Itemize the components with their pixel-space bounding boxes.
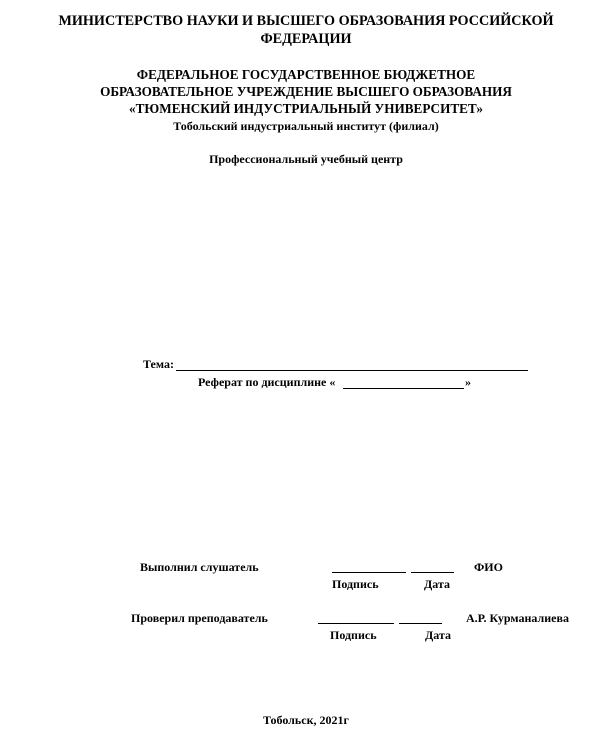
performed-label: Выполнил слушатель xyxy=(140,560,259,574)
training-center: Профессиональный учебный центр xyxy=(209,152,403,166)
institution-line-1: ФЕДЕРАЛЬНОЕ ГОСУДАРСТВЕННОЕ БЮДЖЕТНОЕ xyxy=(136,67,476,82)
referat-suffix: » xyxy=(465,375,471,389)
ministry-line-1: МИНИСТЕРСТВО НАУКИ И ВЫСШЕГО ОБРАЗОВАНИЯ РОССИЙСКОЙ xyxy=(58,13,554,29)
checked-signature-caption: Подпись xyxy=(330,628,377,642)
performed-date-line xyxy=(411,572,454,573)
institution-line-3: «ТЮМЕНСКИЙ ИНДУСТРИАЛЬНЫЙ УНИВЕРСИТЕТ» xyxy=(129,101,483,116)
checked-label: Проверил преподаватель xyxy=(131,611,268,625)
city-year: Тобольск, 2021г xyxy=(263,713,349,727)
topic-blank-line xyxy=(176,370,528,371)
checked-date-line xyxy=(399,623,442,624)
checked-name: А.Р. Курманалиева xyxy=(466,611,569,625)
performed-date-caption: Дата xyxy=(424,577,450,591)
ministry-line-2: ФЕДЕРАЦИИ xyxy=(260,31,352,47)
checked-date-caption: Дата xyxy=(425,628,451,642)
branch-name: Тобольский индустриальный институт (филиал) xyxy=(173,119,439,133)
checked-signature-line xyxy=(318,623,394,624)
performed-signature-caption: Подпись xyxy=(332,577,379,591)
topic-label: Тема: xyxy=(143,357,174,371)
performed-name: ФИО xyxy=(474,560,503,574)
referat-prefix: Реферат по дисциплине « xyxy=(198,375,336,389)
performed-signature-line xyxy=(332,572,406,573)
discipline-blank-line xyxy=(343,388,464,389)
institution-line-2: ОБРАЗОВАТЕЛЬНОЕ УЧРЕЖДЕНИЕ ВЫСШЕГО ОБРАЗОВАНИЯ xyxy=(100,84,512,99)
